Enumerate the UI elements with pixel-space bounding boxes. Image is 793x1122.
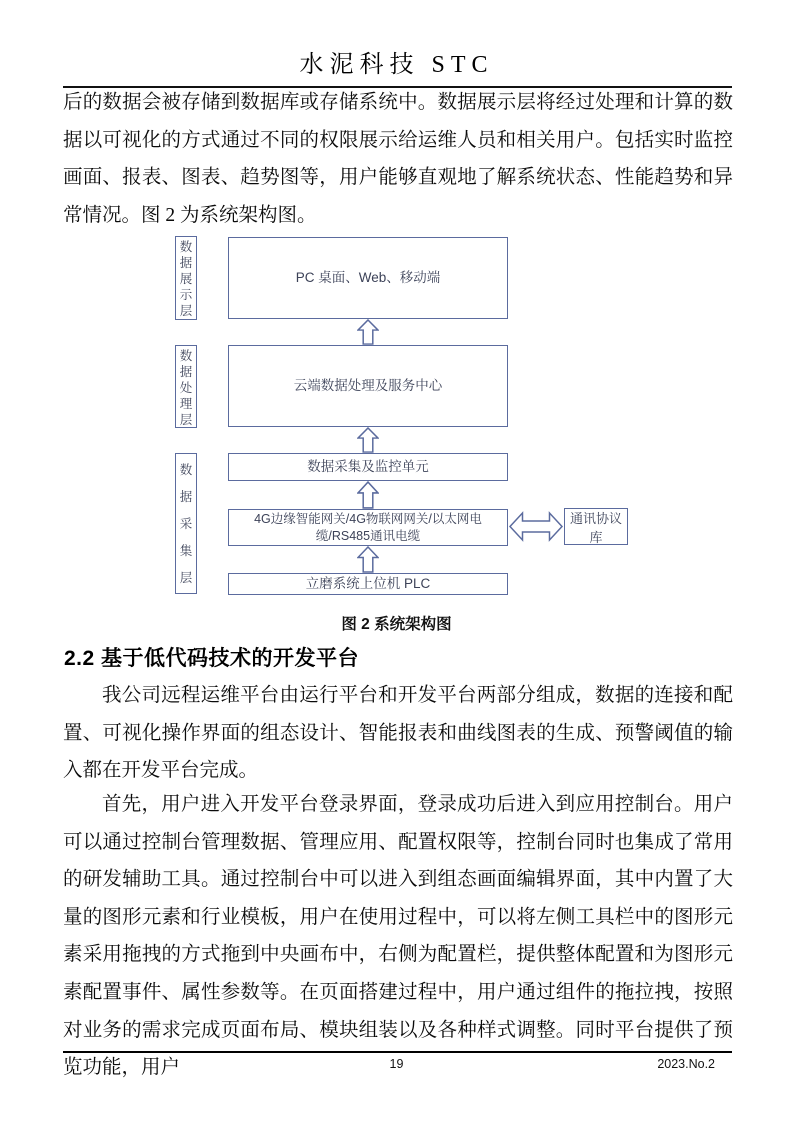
- paragraph: 我公司远程运维平台由运行平台和开发平台两部分组成，数据的连接和配置、可视化操作界面的组态设计、智能报表和曲线图表的生成、预警阈值的输入都在开发平台完成。: [63, 685, 733, 782]
- layer-label-display: 数据展示层: [175, 236, 197, 320]
- figure-box-frontend: PC 桌面、Web、移动端: [228, 237, 508, 319]
- layer-label-processing: 数据处理层: [175, 345, 197, 428]
- paragraph-overflow: 后的数据会被存储到数据库或存储系统中。数据展示层将经过处理和计算的数据以可视化的方式通过不同的权限展示给运维人员和相关用户。包括实时监控画面、报表、图表、趋势图等，用户能够直观地了解系统状态、性能趋势和异常情况。图 2 为系统架构图。: [63, 92, 733, 226]
- paragraph: 首先，用户进入开发平台登录界面，登录成功后进入到应用控制台。用户可以通过控制台管理数据、管理应用、配置权限等，控制台同时也集成了常用的研发辅助工具。通过控制台中可以进入到组态画面编辑界面，其中内置了大量的图形元素和行业模板，用户在使用过程中，可以将左侧工具栏中的图形元素采用拖拽的方式拖到中央画布中，右侧为配置栏，提供整体配置和为图形元素配置事件、属性参数等。在页面搭建过程中，用户通过组件的拖拉拽，按照对业务的需求完成页面布局、模块组装以及各种样式调整。同时平台提供了预览功能，用户: [63, 794, 733, 1079]
- figure-box-gateway: 4G边缘智能网关/4G物联网网关/以太网电缆/RS485通讯电缆: [228, 509, 508, 546]
- up-arrow-icon: [357, 481, 379, 509]
- figure-box-scada-unit: 数据采集及监控单元: [228, 453, 508, 481]
- figure-box-plc: 立磨系统上位机 PLC: [228, 573, 508, 595]
- page-number: 19: [389, 1057, 404, 1071]
- issue-number: 2023.No.2: [657, 1057, 715, 1071]
- up-arrow-icon: [357, 546, 379, 573]
- figure-box-cloud-center: 云端数据处理及服务中心: [228, 345, 508, 427]
- figure-box-protocol-library: 通讯协议库: [564, 508, 628, 545]
- up-arrow-icon: [357, 319, 379, 345]
- layer-label-collection: 数据采集层: [175, 453, 197, 594]
- footer-rule: [63, 1051, 732, 1053]
- double-arrow-icon: [509, 511, 563, 542]
- journal-title: 水泥科技 STC: [299, 52, 494, 78]
- figure-caption: 图 2 系统架构图: [341, 616, 452, 633]
- section-heading: 2.2 基于低代码技术的开发平台: [64, 647, 360, 670]
- up-arrow-icon: [357, 427, 379, 453]
